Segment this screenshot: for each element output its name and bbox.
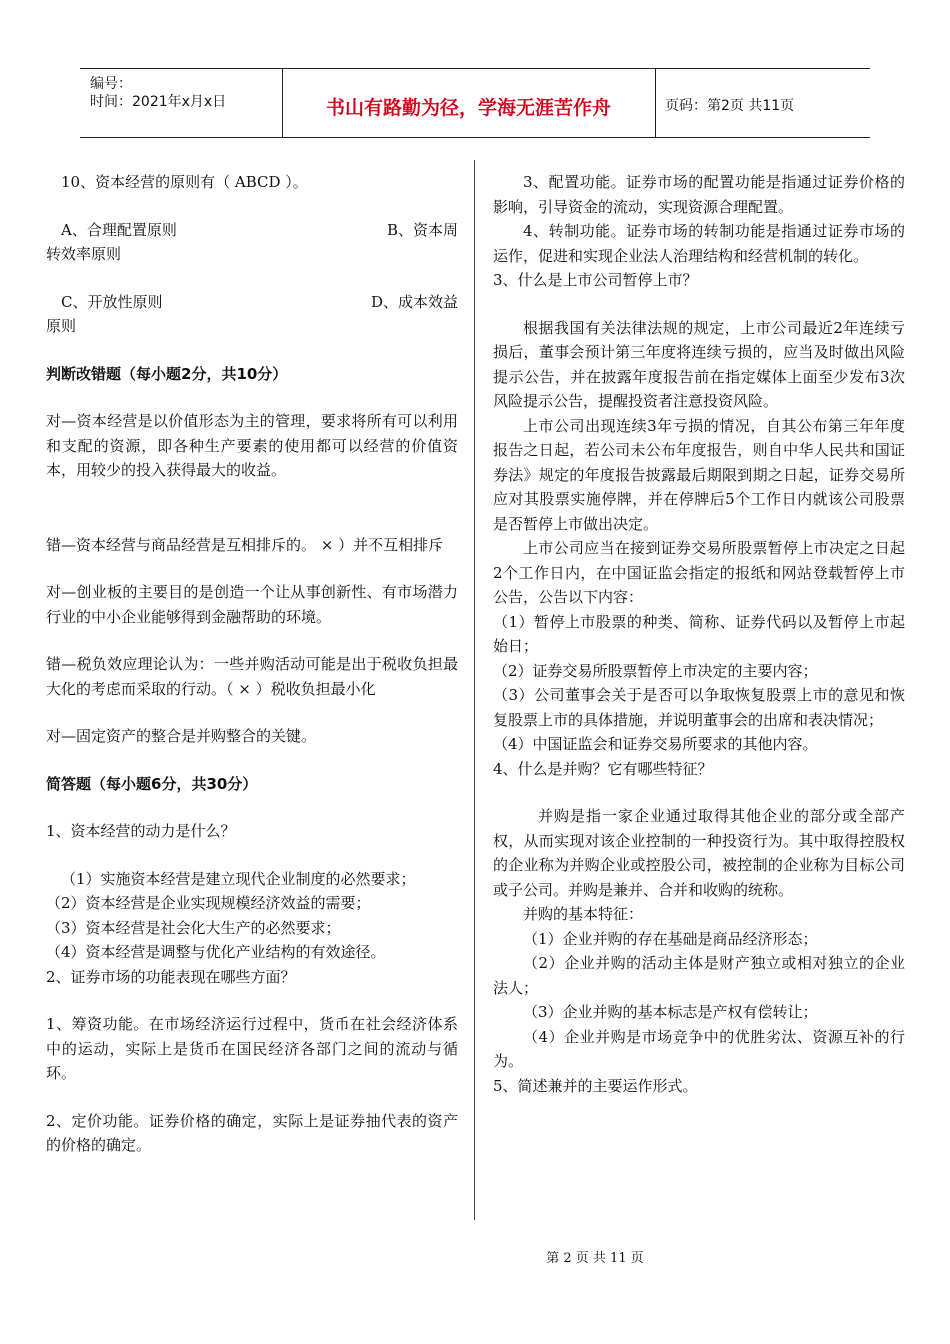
short-q1-answer-3: （3）资本经营是社会化大生产的必然要求； bbox=[46, 918, 341, 937]
option-b-cont: 转效率原则 bbox=[46, 245, 122, 263]
short-q3-para-1: 根据我国有关法律法规的规定，上市公司最近2年连续亏损后，董事会预计第三年度将连续亏损的，应当及时做出风险提示公告，并在披露年度报告前在指定媒体上面至少发布3次风险提示公告，提醒投资者注意投资风险。 bbox=[493, 318, 905, 410]
page-info: 页码：第2页 共11页 bbox=[665, 98, 795, 114]
judge-item-3: 对—创业板的主要目的是创造一个让从事创新性、有市场潜力行业的中小企业能够得到金融帮助的环境。 bbox=[46, 583, 458, 626]
column-divider bbox=[474, 160, 475, 1220]
short-q4-para-1: 并购是指一家企业通过取得其他企业的部分或全部产权，从而实现对该企业控制的一种投资行为。其中取得控股权的企业称为并购企业或控股公司，被控制的企业称为目标公司或子公司。并购是兼并、合并和收购的统称。 bbox=[493, 807, 905, 899]
page-header bbox=[80, 68, 870, 138]
short-q2-answer-4: 4、转制功能。证券市场的转制功能是指通过证券市场的运作，促进和实现企业法人治理结构和经营机制的转化。 bbox=[493, 222, 905, 265]
short-q2-answer-1: 1、筹资功能。在市场经济运行过程中，货币在社会经济体系中的运动，实际上是货币在国民经济各部门之间的流动与循环。 bbox=[46, 1015, 458, 1082]
short-q2-answer-2: 2、定价功能。证券价格的确定，实际上是证券抽代表的资产的价格的确定。 bbox=[46, 1111, 458, 1154]
short-answer-heading: 简答题（每小题6分，共30分） bbox=[46, 774, 258, 793]
option-row-ab bbox=[46, 218, 458, 243]
left-column bbox=[46, 170, 458, 1158]
judge-item-5: 对—固定资产的整合是并购整合的关键。 bbox=[46, 727, 317, 745]
header-meta-cell bbox=[80, 69, 283, 137]
short-q4-para-2: 并购的基本特征： bbox=[523, 905, 644, 923]
short-q3-item-1: （1）暂停上市股票的种类、简称、证券代码以及暂停上市起始日； bbox=[493, 612, 905, 655]
short-q3-para-2: 上市公司出现连续3年亏损的情况，自其公布第三年年度报告之日起，若公司未公布年度报告，则自中华人民共和国证券法》规定的年度报告披露最后期限到期之日起，证券交易所应对其股票实施停牌，并在停牌后5个工作日内就该公司股票是否暂停上市做出决定。 bbox=[493, 416, 905, 533]
option-row-cd bbox=[46, 290, 458, 315]
option-d-cont: 原则 bbox=[46, 317, 77, 335]
option-a: A、合理配置原则 bbox=[61, 220, 177, 239]
short-q2-answer-3: 3、配置功能。证券市场的配置功能是指通过证券价格的影响，引导资金的流动，实现资源合理配置。 bbox=[493, 173, 905, 216]
judge-item-1: 对—资本经营是以价值形态为主的管理，要求将所有可以利用和支配的资源，即各种生产要素的使用都可以经营的价值资本，用较少的投入获得最大的收益。 bbox=[46, 412, 458, 479]
short-q4-item-1: （1）企业并购的存在基础是商品经济形态； bbox=[523, 929, 818, 948]
option-d: D、成本效益 bbox=[370, 292, 458, 311]
short-q3-item-4: （4）中国证监会和证券交易所要求的其他内容。 bbox=[493, 735, 818, 753]
short-q4: 4、什么是并购？它有哪些特征？ bbox=[493, 759, 713, 778]
question-10: 10、资本经营的原则有（ ABCD ）。 bbox=[61, 173, 308, 191]
short-q4-item-2: （2）企业并购的活动主体是财产独立或相对独立的企业法人； bbox=[493, 954, 905, 997]
short-q4-item-3: （3）企业并购的基本标志是产权有偿转让； bbox=[523, 1003, 818, 1021]
short-q3: 3、什么是上市公司暂停上市？ bbox=[493, 271, 698, 289]
header-motto-cell bbox=[282, 69, 656, 137]
short-q3-item-3: （3）公司董事会关于是否可以争取恢复股票上市的意见和恢复股票上市的具体措施，并说明董事会的出席和表决情况； bbox=[493, 686, 905, 729]
judge-item-2: 错—资本经营与商品经营是互相排斥的。 × ）并不互相排斥 bbox=[46, 535, 444, 554]
short-q2: 2、证券市场的功能表现在哪些方面？ bbox=[46, 967, 296, 986]
page-footer: 第 2 页 共 11 页 bbox=[546, 1251, 644, 1266]
short-q5: 5、简述兼并的主要运作形式。 bbox=[493, 1076, 698, 1095]
short-q1: 1、资本经营的动力是什么？ bbox=[46, 822, 236, 840]
short-q1-answer-4: （4）资本经营是调整与优化产业结构的有效途径。 bbox=[46, 943, 386, 961]
serial-label: 编号： bbox=[90, 76, 132, 92]
short-q3-item-2: （2）证券交易所股票暂停上市决定的主要内容； bbox=[493, 661, 818, 680]
short-q4-item-4: （4）企业并购是市场竞争中的优胜劣汰、资源互补的行为。 bbox=[493, 1027, 905, 1070]
short-q1-answer-1: （1）实施资本经营是建立现代企业制度的必然要求； bbox=[61, 869, 416, 888]
option-c: C、开放性原则 bbox=[61, 292, 163, 311]
header-page-cell bbox=[655, 69, 870, 137]
judge-item-4: 错—税负效应理论认为：一些并购活动可能是出于税收负担最大化的考虑而采取的行动。（ × ）税收负担最小化 bbox=[46, 655, 458, 698]
short-q1-answer-2: （2）资本经营是企业实现规模经济效益的需要； bbox=[46, 894, 371, 912]
time-label: 时间：2021年x月x日 bbox=[90, 94, 227, 110]
right-column bbox=[493, 170, 905, 1098]
option-b: B、资本周 bbox=[386, 220, 458, 239]
short-q3-para-3: 上市公司应当在接到证券交易所股票暂停上市决定之日起2个工作日内，在中国证监会指定的报纸和网站登载暂停上市公告，公告以下内容： bbox=[493, 539, 905, 606]
judge-heading: 判断改错题（每小题2分，共10分） bbox=[46, 364, 288, 383]
motto: 书山有路勤为径，学海无涯苦作舟 bbox=[325, 97, 611, 119]
